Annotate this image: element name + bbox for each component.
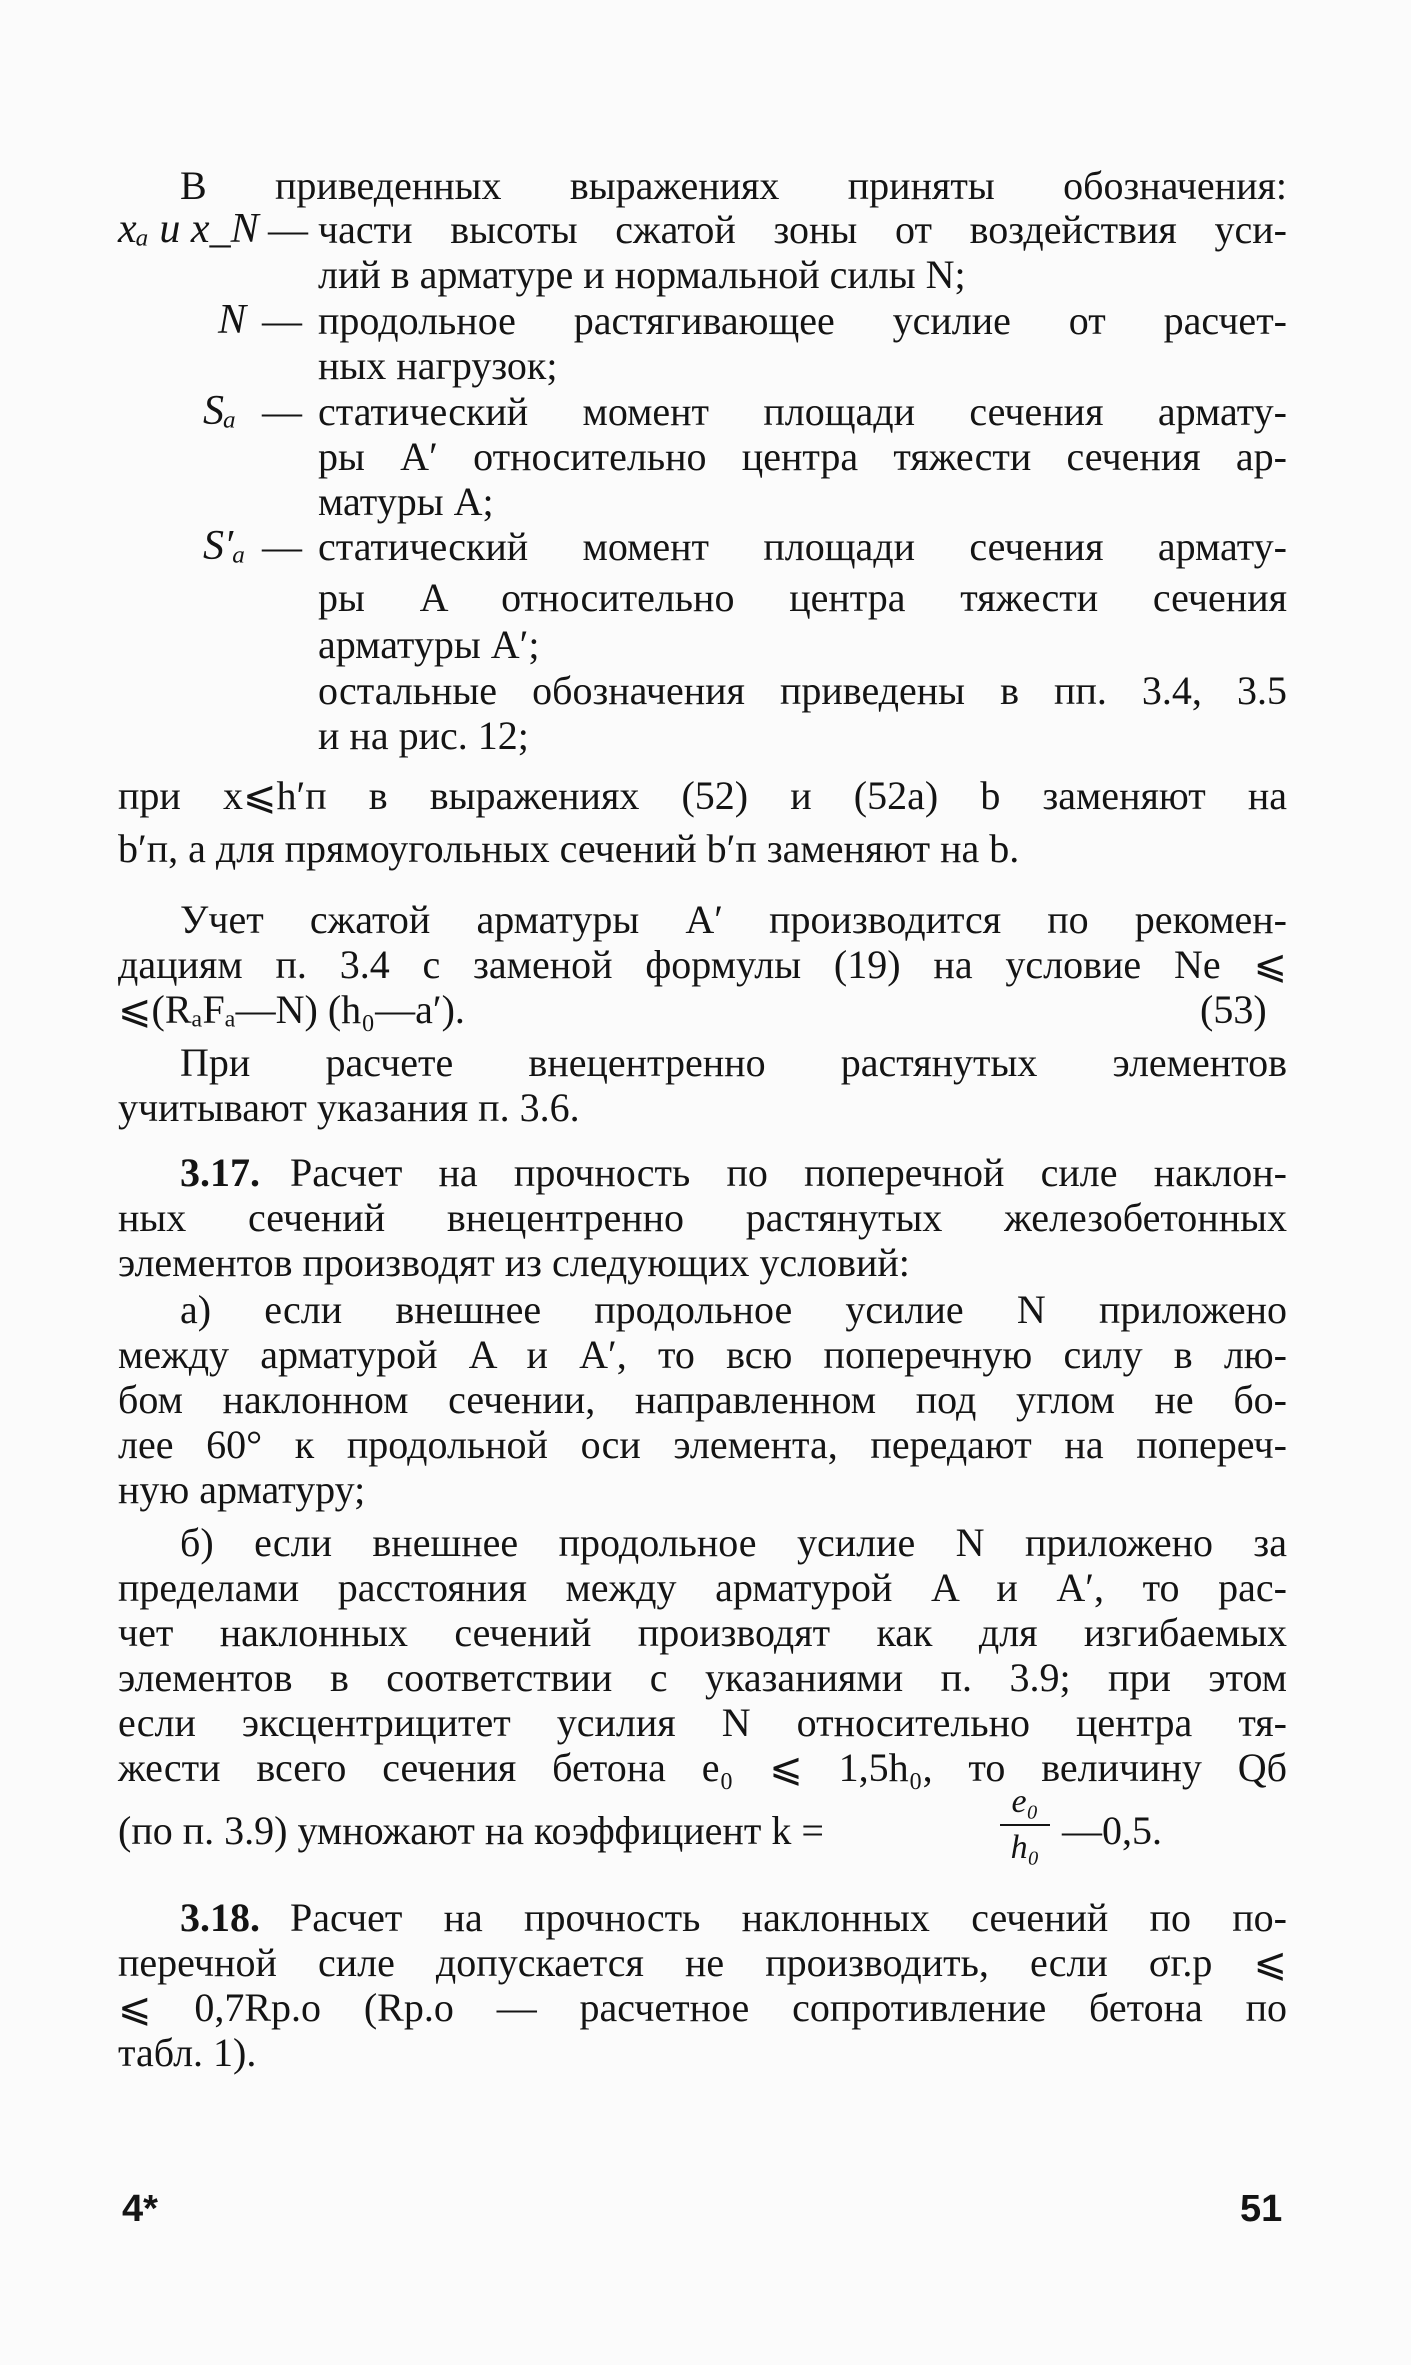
item-b-line: жести всего сечения бетона e₀ ⩽ 1,5h₀, то величину Qб xyxy=(118,1745,1287,1790)
item-a-line: между арматурой A и A′, то всю поперечную силу в лю- xyxy=(118,1332,1287,1377)
def-line: статический момент площади сечения армату- xyxy=(318,389,1287,434)
def-line: ры A относительно центра тяжести сечения xyxy=(318,575,1287,620)
intro-text: В приведенных выражениях приняты обозначения: xyxy=(180,163,1287,208)
paragraph-line: дациям п. 3.4 с заменой формулы (19) на условие Ne ⩽ xyxy=(118,942,1287,987)
paragraph-line: элементов производят из следующих условий: xyxy=(118,1240,910,1285)
paragraph-line: Учет сжатой арматуры A′ производится по рекомен- xyxy=(180,897,1287,942)
def-symbol-sa: Sₐ xyxy=(203,388,237,434)
def-symbol-n: N xyxy=(218,297,247,343)
def-line: продольное растягивающее усилие от расчет- xyxy=(318,298,1287,343)
def-line: статический момент площади сечения армату- xyxy=(318,524,1287,569)
def-symbol-sa-prime: S′ₐ xyxy=(203,523,246,569)
def-dash: — xyxy=(262,524,302,569)
signature-mark: 4* xyxy=(122,2188,158,2230)
def-line: арматуры A′; xyxy=(318,622,540,667)
equation-number: (53) xyxy=(1200,987,1267,1032)
paragraph-line: При расчете внецентренно растянутых элементов xyxy=(180,1040,1287,1085)
item-b-line: элементов в соответствии с указаниями п. 3.9; при этом xyxy=(118,1655,1287,1700)
def-line: лий в арматуре и нормальной силы N; xyxy=(318,252,966,297)
def-dash: — xyxy=(262,298,302,343)
page-number: 51 xyxy=(1240,2188,1283,2230)
def-symbol-xa-xn: xₐ и x_N xyxy=(118,206,259,252)
item-b-line: б) если внешнее продольное усилие N приложено за xyxy=(180,1520,1287,1565)
def-dash: — xyxy=(262,389,302,434)
item-b-line: чет наклонных сечений производят как для изгибаемых xyxy=(118,1610,1287,1655)
item-b-formula-line: (по п. 3.9) умножают на коэффициент k = xyxy=(118,1808,824,1853)
item-a-line: ную арматуру; xyxy=(118,1467,366,1512)
fraction-denominator: h₀ xyxy=(1010,1829,1040,1866)
item-b-line: пределами расстояния между арматурой A и A′, то рас- xyxy=(118,1565,1287,1610)
def-line: матуры A; xyxy=(318,479,494,524)
paragraph-line: ⩽(RₐFₐ—N) (h₀—a′). xyxy=(118,987,465,1032)
fraction-bar xyxy=(1000,1824,1050,1826)
paragraph-line: перечной силе допускается не производить, если σг.р ⩽ xyxy=(118,1940,1287,1985)
item-b-formula-tail: —0,5. xyxy=(1062,1808,1162,1853)
condition-line: при x⩽h′п в выражениях (52) и (52а) b заменяют на xyxy=(118,773,1287,818)
item-a-line: лее 60° к продольной оси элемента, передают на попереч- xyxy=(118,1422,1287,1467)
item-a-line: бом наклонном сечении, направленном под углом не бо- xyxy=(118,1377,1287,1422)
def-dash: — xyxy=(268,207,308,252)
rest-line: и на рис. 12; xyxy=(318,713,529,758)
def-line: ры A′ относительно центра тяжести сечения ар- xyxy=(318,434,1287,479)
rest-line: остальные обозначения приведены в пп. 3.4, 3.5 xyxy=(318,668,1287,713)
def-line: ных нагрузок; xyxy=(318,343,558,388)
item-a-line: а) если внешнее продольное усилие N приложено xyxy=(180,1287,1287,1332)
section-number: 3.18. xyxy=(180,1895,260,1940)
def-line: части высоты сжатой зоны от воздействия уси- xyxy=(318,207,1287,252)
paragraph-line: Расчет на прочность по поперечной силе наклон- xyxy=(290,1150,1287,1195)
item-b-line: если эксцентрицитет усилия N относительно центра тя- xyxy=(118,1700,1287,1745)
fraction-numerator: e₀ xyxy=(1011,1783,1039,1820)
paragraph-line: ных сечений внецентренно растянутых железобетонных xyxy=(118,1195,1287,1240)
paragraph-line: табл. 1). xyxy=(118,2030,257,2075)
section-number: 3.17. xyxy=(180,1150,260,1195)
paragraph-line: учитывают указания п. 3.6. xyxy=(118,1085,580,1130)
condition-line: b′п, а для прямоугольных сечений b′п заменяют на b. xyxy=(118,826,1020,871)
paragraph-line: Расчет на прочность наклонных сечений по по- xyxy=(290,1895,1287,1940)
paragraph-line: ⩽ 0,7Rр.о (Rр.о — расчетное сопротивление бетона по xyxy=(118,1985,1287,2030)
coefficient-fraction xyxy=(1000,1783,1050,1867)
